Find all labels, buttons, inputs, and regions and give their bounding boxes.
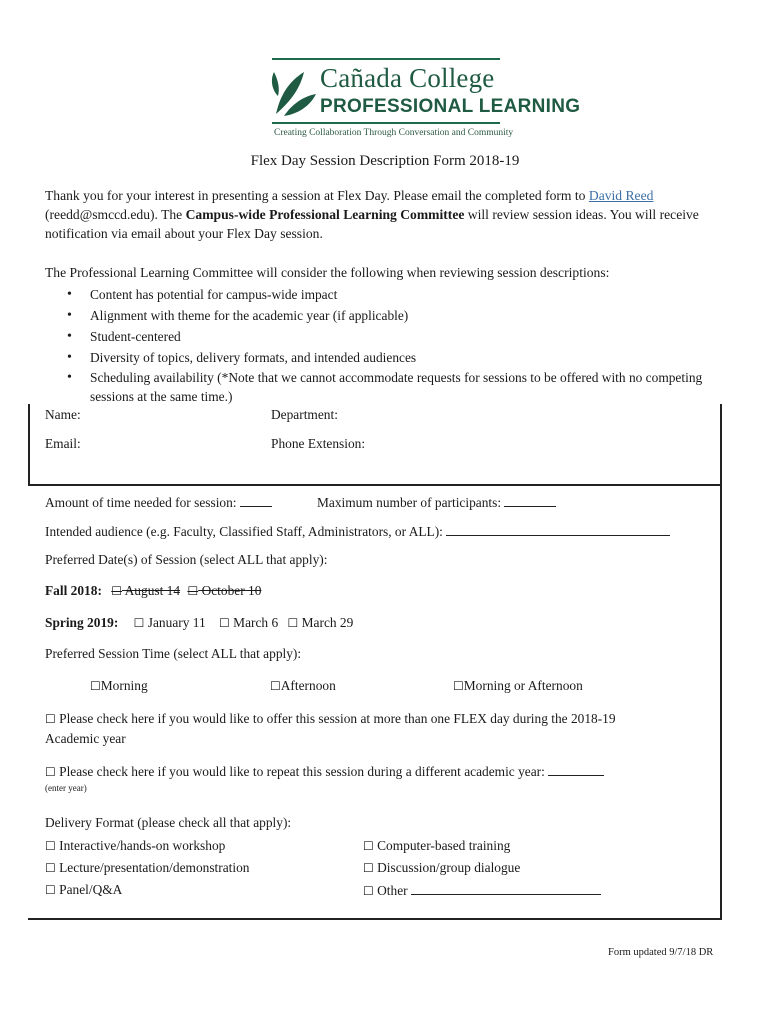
fall-date-1: August 14 — [124, 583, 181, 598]
format-option-computer[interactable] — [363, 838, 510, 854]
time-option-either[interactable] — [453, 678, 583, 694]
repeat-year-field[interactable] — [548, 763, 604, 776]
spring-date-2: March 6 — [233, 615, 279, 630]
criteria-item: • Scheduling availability (*Note that we cannot accommodate requests for sessions to be offered with no competing sessions at the same time.) — [45, 368, 725, 406]
checkbox-icon: ☐ — [45, 861, 56, 875]
multi-flex-text: Please check here if you would like to offer this session at more than one FLEX day during the 2018-19 — [59, 711, 616, 726]
time-needed-label: Amount of time needed for session: — [45, 495, 237, 510]
spring-date-1: January 11 — [147, 615, 206, 630]
logo-tagline: Creating Collaboration Through Conversation and Community — [274, 128, 514, 138]
logo-bottom-rule — [272, 122, 500, 124]
max-participants-field[interactable] — [504, 494, 556, 507]
multi-flex-text-cont: Academic year — [45, 731, 126, 746]
criteria-item: • Diversity of topics, delivery formats, and intended audiences — [45, 347, 725, 368]
checkbox-icon: ☐ — [111, 584, 123, 598]
fall-row — [45, 583, 261, 599]
department-label: Department: — [271, 407, 338, 422]
checkbox-icon: ☐ — [187, 584, 199, 598]
logo-top-rule — [272, 58, 500, 60]
criteria-item: • Content has potential for campus-wide impact — [45, 284, 725, 305]
checkbox-icon: ☐ — [90, 679, 101, 693]
time-option-afternoon[interactable] — [270, 678, 336, 694]
checkbox-icon: ☐ — [363, 861, 374, 875]
intro-paragraph — [45, 186, 725, 243]
checkbox-icon: ☐ — [270, 679, 281, 693]
page-title: Flex Day Session Description Form 2018-19 — [250, 153, 520, 169]
format-option-workshop[interactable] — [45, 838, 225, 854]
checkbox-icon: ☐ — [45, 839, 56, 853]
enter-year-hint: (enter year) — [45, 783, 87, 793]
format-option-other[interactable] — [363, 882, 601, 899]
committee-name: Campus-wide Professional Learning Committee — [185, 207, 465, 222]
format-option-discussion[interactable] — [363, 860, 520, 876]
format-lecture-label: Lecture/presentation/demonstration — [59, 860, 250, 875]
max-participants-label: Maximum number of participants: — [317, 495, 502, 510]
spring-row — [45, 615, 353, 631]
fall-option-october[interactable] — [187, 583, 261, 598]
criteria-item: • Student-centered — [45, 326, 725, 347]
name-label: Name: — [45, 407, 81, 422]
email-link[interactable]: David Reed — [588, 188, 654, 203]
checkbox-icon: ☐ — [45, 712, 56, 726]
email-label: Email: — [45, 436, 81, 451]
time-afternoon-label: Afternoon — [280, 678, 336, 693]
format-option-panel[interactable] — [45, 882, 122, 898]
other-format-field[interactable] — [411, 882, 601, 895]
criteria-intro: The Professional Learning Committee will consider the following when reviewing session descriptions: — [45, 265, 610, 280]
checkbox-icon: ☐ — [45, 883, 56, 897]
intro-text-1: Thank you for your interest in presenting a session at Flex Day. Please email the completed form to — [45, 188, 589, 203]
fall-option-august[interactable] — [111, 583, 180, 598]
spring-option-march29[interactable] — [288, 615, 354, 630]
spring-label: Spring 2019: — [45, 615, 119, 630]
checkbox-icon: ☐ — [45, 765, 56, 779]
format-option-lecture[interactable] — [45, 860, 250, 876]
checkbox-icon: ☐ — [363, 839, 374, 853]
leaf-logo-icon — [270, 62, 320, 122]
spring-option-january[interactable] — [134, 615, 206, 630]
session-details-box — [28, 482, 722, 920]
criteria-list — [45, 284, 725, 406]
fall-label: Fall 2018: — [45, 583, 102, 598]
checkbox-icon: ☐ — [453, 679, 464, 693]
time-needed-row — [45, 494, 272, 511]
footer-note: Form updated 9/7/18 DR — [608, 947, 714, 958]
format-discussion-label: Discussion/group dialogue — [377, 860, 521, 875]
format-other-label: Other — [377, 883, 408, 898]
time-option-morning[interactable] — [90, 678, 148, 694]
time-morning-label: Morning — [100, 678, 148, 693]
criteria-item: • Alignment with theme for the academic year (if applicable) — [45, 305, 725, 326]
repeat-text: Please check here if you would like to repeat this session during a different academic year: — [59, 764, 545, 779]
spring-option-march6[interactable] — [219, 615, 278, 630]
intro-text-3: will review session ideas. You will receive notification via email about your Flex Day session. — [45, 207, 699, 241]
time-either-label: Morning or Afternoon — [463, 678, 583, 693]
time-label: Preferred Session Time (select ALL that apply): — [45, 646, 302, 661]
intro-text-2: (reedd@smccd.edu). The — [45, 207, 186, 222]
audience-label: Intended audience (e.g. Faculty, Classified Staff, Administrators, or ALL): — [45, 524, 443, 539]
contact-box — [28, 404, 722, 486]
phone-extension-label: Phone Extension: — [271, 436, 366, 451]
format-label: Delivery Format (please check all that apply): — [45, 815, 292, 830]
format-computer-label: Computer-based training — [377, 838, 511, 853]
repeat-option[interactable] — [45, 763, 604, 780]
logo-subtitle: PROFESSIONAL LEARNING — [320, 96, 581, 117]
audience-field[interactable] — [446, 523, 670, 536]
dates-label: Preferred Date(s) of Session (select ALL that apply): — [45, 552, 328, 567]
multi-flex-option[interactable] — [45, 711, 616, 727]
checkbox-icon: ☐ — [219, 616, 230, 630]
spring-date-3: March 29 — [301, 615, 354, 630]
audience-row — [45, 523, 670, 540]
format-workshop-label: Interactive/hands-on workshop — [59, 838, 226, 853]
time-needed-field[interactable] — [240, 494, 272, 507]
max-participants-row — [317, 494, 556, 511]
logo-college-name: Cañada College — [320, 63, 495, 93]
fall-date-2: October 10 — [201, 583, 262, 598]
checkbox-icon: ☐ — [287, 616, 299, 630]
checkbox-icon: ☐ — [363, 884, 374, 898]
format-panel-label: Panel/Q&A — [59, 882, 123, 897]
checkbox-icon: ☐ — [133, 616, 145, 630]
